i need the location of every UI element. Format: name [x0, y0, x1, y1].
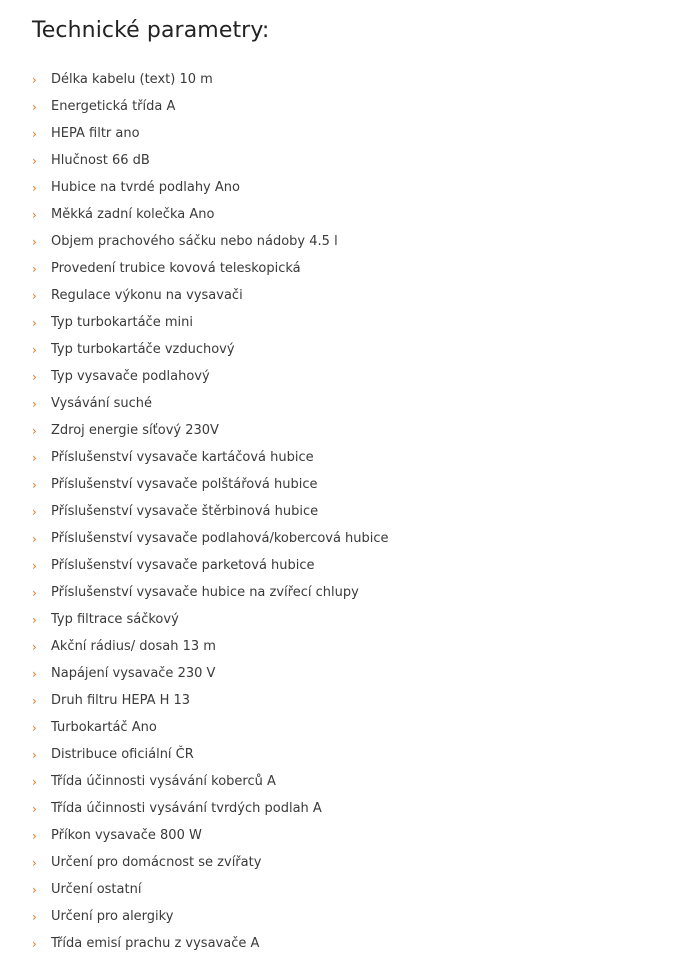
parameter-label: Druh filtru HEPA H 13 [51, 693, 191, 708]
parameter-list [32, 66, 389, 957]
parameter-label: Regulace výkonu na vysavači [51, 288, 243, 303]
chevron-right-icon: › [32, 153, 37, 168]
chevron-right-icon: › [32, 234, 37, 249]
chevron-right-icon: › [32, 504, 37, 519]
parameter-item [32, 714, 389, 741]
chevron-right-icon: › [32, 72, 37, 87]
parameter-label: Měkká zadní kolečka Ano [51, 207, 215, 222]
parameter-label: Vysávání suché [51, 396, 153, 411]
parameter-item [32, 66, 389, 93]
chevron-right-icon: › [32, 612, 37, 627]
parameter-label: Typ turbokartáče mini [51, 315, 193, 330]
parameter-item [32, 822, 389, 849]
chevron-right-icon: › [32, 801, 37, 816]
chevron-right-icon: › [32, 531, 37, 546]
parameter-label: Délka kabelu (text) 10 m [51, 72, 213, 87]
parameter-item [32, 255, 389, 282]
parameter-label: Třída účinnosti vysávání koberců A [51, 774, 276, 789]
parameter-label: Energetická třída A [51, 99, 176, 114]
parameter-item [32, 336, 389, 363]
parameter-label: Distribuce oficiální ČR [51, 747, 194, 762]
chevron-right-icon: › [32, 774, 37, 789]
chevron-right-icon: › [32, 909, 37, 924]
chevron-right-icon: › [32, 342, 37, 357]
parameter-label: Provedení trubice kovová teleskopická [51, 261, 301, 276]
chevron-right-icon: › [32, 720, 37, 735]
parameter-item [32, 471, 389, 498]
parameter-label: Objem prachového sáčku nebo nádoby 4.5 l [51, 234, 338, 249]
chevron-right-icon: › [32, 261, 37, 276]
chevron-right-icon: › [32, 639, 37, 654]
parameter-item [32, 174, 389, 201]
parameter-label: Určení pro domácnost se zvířaty [51, 855, 262, 870]
chevron-right-icon: › [32, 558, 37, 573]
chevron-right-icon: › [32, 126, 37, 141]
chevron-right-icon: › [32, 747, 37, 762]
parameter-label: Napájení vysavače 230 V [51, 666, 216, 681]
parameter-item [32, 903, 389, 930]
chevron-right-icon: › [32, 288, 37, 303]
chevron-right-icon: › [32, 477, 37, 492]
parameter-item [32, 228, 389, 255]
parameter-label: Akční rádius/ dosah 13 m [51, 639, 216, 654]
parameter-item [32, 444, 389, 471]
parameter-label: Typ vysavače podlahový [51, 369, 210, 384]
parameter-item [32, 795, 389, 822]
parameter-item [32, 525, 389, 552]
parameter-item [32, 282, 389, 309]
parameter-item [32, 633, 389, 660]
parameter-label: HEPA filtr ano [51, 126, 140, 141]
parameter-label: Zdroj energie síťový 230V [51, 423, 219, 438]
parameter-label: Určení pro alergiky [51, 909, 174, 924]
chevron-right-icon: › [32, 828, 37, 843]
chevron-right-icon: › [32, 693, 37, 708]
parameter-item [32, 363, 389, 390]
parameter-item [32, 606, 389, 633]
parameter-label: Hubice na tvrdé podlahy Ano [51, 180, 240, 195]
parameter-item [32, 660, 389, 687]
parameter-label: Určení ostatní [51, 882, 142, 897]
chevron-right-icon: › [32, 180, 37, 195]
parameter-label: Třída účinnosti vysávání tvrdých podlah A [51, 801, 322, 816]
chevron-right-icon: › [32, 882, 37, 897]
parameter-label: Příslušenství vysavače polštářová hubice [51, 477, 318, 492]
chevron-right-icon: › [32, 936, 37, 951]
chevron-right-icon: › [32, 585, 37, 600]
parameter-item [32, 849, 389, 876]
parameter-item [32, 201, 389, 228]
parameter-label: Třída emisí prachu z vysavače A [51, 936, 260, 951]
parameter-item [32, 741, 389, 768]
chevron-right-icon: › [32, 666, 37, 681]
chevron-right-icon: › [32, 855, 37, 870]
parameter-item [32, 687, 389, 714]
parameter-label: Příslušenství vysavače štěrbinová hubice [51, 504, 319, 519]
chevron-right-icon: › [32, 369, 37, 384]
chevron-right-icon: › [32, 207, 37, 222]
parameter-item [32, 579, 389, 606]
chevron-right-icon: › [32, 315, 37, 330]
parameter-label: Příslušenství vysavače parketová hubice [51, 558, 315, 573]
section-title: Technické parametry: [32, 18, 270, 43]
parameter-item [32, 552, 389, 579]
parameter-item [32, 120, 389, 147]
parameter-item [32, 309, 389, 336]
chevron-right-icon: › [32, 450, 37, 465]
parameter-item [32, 768, 389, 795]
chevron-right-icon: › [32, 396, 37, 411]
parameter-item [32, 930, 389, 957]
chevron-right-icon: › [32, 99, 37, 114]
parameter-label: Příkon vysavače 800 W [51, 828, 202, 843]
parameter-label: Hlučnost 66 dB [51, 153, 150, 168]
parameter-label: Příslušenství vysavače hubice na zvířecí chlupy [51, 585, 359, 600]
parameter-label: Turbokartáč Ano [51, 720, 157, 735]
parameter-item [32, 498, 389, 525]
parameter-label: Typ filtrace sáčkový [51, 612, 179, 627]
chevron-right-icon: › [32, 423, 37, 438]
parameter-item [32, 147, 389, 174]
parameter-item [32, 876, 389, 903]
parameter-item [32, 93, 389, 120]
parameter-label: Příslušenství vysavače podlahová/kobercová hubice [51, 531, 389, 546]
parameter-label: Typ turbokartáče vzduchový [51, 342, 235, 357]
parameter-item [32, 417, 389, 444]
parameter-item [32, 390, 389, 417]
parameter-label: Příslušenství vysavače kartáčová hubice [51, 450, 314, 465]
